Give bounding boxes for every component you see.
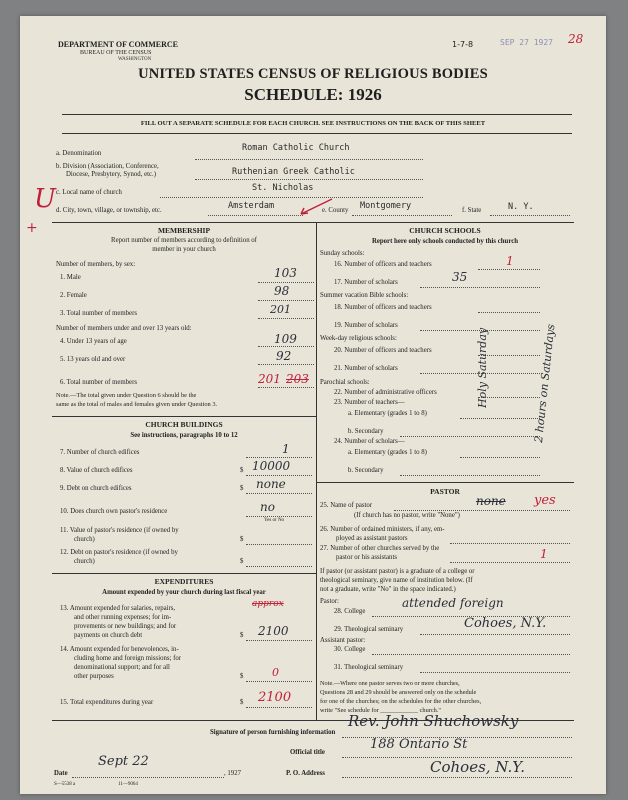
rule-before-pastor (316, 482, 574, 483)
pastor-note-2: Questions 28 and 29 should be answered only on the schedule (320, 689, 477, 696)
q6-label: 6. Total number of members (60, 379, 137, 386)
q15-line (246, 707, 312, 708)
q14-dollar: $ (240, 673, 244, 680)
q1-line (258, 282, 314, 283)
q16-label: 16. Number of officers and teachers (334, 261, 432, 268)
local-name-value: St. Nicholas (252, 183, 314, 193)
bureau-name: BUREAU OF THE CENSUS (80, 50, 152, 56)
q14-label-2: cluding home and foreign missions; for (74, 655, 182, 662)
q15-label: 15. Total expenditures during year (60, 699, 154, 706)
q16-line (478, 269, 540, 270)
members-by-sex-label: Number of members, by sex: (56, 261, 136, 268)
buildings-heading: CHURCH BUILDINGS (145, 420, 223, 429)
q8-dollar: $ (240, 467, 244, 474)
parochial-schools-label: Parochial schools: (320, 379, 370, 386)
rule-before-expenditures (52, 573, 316, 574)
q29-line (420, 634, 570, 635)
q11-label-1: 11. Value of pastor's residence (if owned by (60, 527, 179, 534)
schools-heading: CHURCH SCHOOLS (409, 226, 481, 235)
q9-label: 9. Debt on church edifices (60, 485, 132, 492)
membership-intro-1: Report number of members according to definition of (111, 237, 257, 244)
q7-value: 1 (282, 442, 290, 456)
pastor-heading: PASTOR (430, 487, 460, 496)
q6-line (258, 387, 314, 388)
denomination-value: Roman Catholic Church (242, 143, 350, 153)
po-address-value: Cohoes, N.Y. (430, 758, 525, 776)
buildings-intro: See instructions, paragraphs 10 to 12 (130, 432, 238, 439)
q12-line (246, 566, 312, 567)
q3-label: 3. Total number of members (60, 310, 137, 317)
q18-line (478, 312, 540, 313)
official-title-label: Official title (290, 749, 325, 756)
q30-line (372, 654, 570, 655)
q27-line (450, 562, 570, 563)
q5-line (258, 364, 314, 365)
q25-value: yes (534, 493, 556, 508)
q24b-label: b. Secondary (348, 467, 384, 474)
form-title: UNITED STATES CENSUS OF RELIGIOUS BODIES (138, 66, 488, 82)
membership-note-1: Note.—The total given under Question 6 should be the (56, 392, 197, 399)
q29-label: 29. Theological seminary (334, 626, 404, 633)
margin-plus-mark: + (26, 220, 38, 236)
q13-label-4: payments on church debt (74, 632, 143, 639)
date-line (72, 777, 224, 778)
margin-check-mark: U (34, 184, 56, 214)
q10-label: 10. Does church own pastor's residence (60, 508, 168, 515)
q14-label-1: 14. Amount expended for benevolences, in- (60, 646, 179, 653)
q4-value: 109 (274, 332, 297, 346)
q13-value: 2100 (258, 624, 289, 638)
po-address-label: P. O. Address (286, 770, 325, 777)
city-label: d. City, town, village, or township, etc. (56, 207, 162, 214)
date-year: , 1927 (224, 770, 241, 777)
division-value: Ruthenian Greek Catholic (232, 167, 355, 177)
q21-label: 21. Number of scholars (334, 365, 398, 372)
q11-label-2: church) (74, 536, 95, 543)
census-form-sheet (20, 16, 606, 794)
q29-value: Cohoes, N.Y. (464, 616, 547, 631)
q24-label: 24. Number of scholars— (334, 438, 405, 445)
q25-struck-value: none (476, 494, 506, 508)
q14-label-4: other purposes (74, 673, 114, 680)
q17-line (420, 287, 540, 288)
summer-schools-label: Summer vacation Bible schools: (320, 292, 409, 299)
q14-label-3: denominational support; and for all (74, 664, 170, 671)
local-name-line (160, 197, 423, 198)
expenditures-intro: Amount expended by your church during last fiscal year (102, 589, 266, 596)
schedule-title: SCHEDULE: 1926 (244, 85, 382, 104)
q18-label: 18. Number of officers and teachers (334, 304, 432, 311)
q30-label: 30. College (334, 646, 366, 653)
q12-label-1: 12. Debt on pastor's residence (if owned by (60, 549, 178, 556)
q8-label: 8. Value of church edifices (60, 467, 133, 474)
q13-struck-value: approx (252, 599, 284, 609)
q24a-label: a. Elementary (grades 1 to 8) (348, 449, 427, 456)
q27-value: 1 (540, 547, 548, 561)
q23b-label: b. Secondary (348, 428, 384, 435)
q12-dollar: $ (240, 558, 244, 565)
q31-line (420, 672, 570, 673)
q14-line (246, 681, 312, 682)
q2-value: 98 (274, 284, 290, 298)
city-line (208, 215, 303, 216)
q26-label-2: ployed as assistant pastors (336, 535, 408, 542)
instruction-line: FILL OUT A SEPARATE SCHEDULE FOR EACH CHURCH. SEE INSTRUCTIONS ON THE BACK OF THIS SHEET (140, 120, 486, 127)
members-by-age-label: Number of members under and over 13 years old: (56, 325, 192, 332)
membership-note-2: same as the total of males and females given under Question 3. (56, 401, 218, 408)
q17-label: 17. Number of scholars (334, 279, 398, 286)
q3-value: 201 (270, 303, 291, 316)
q8-line (246, 475, 312, 476)
q13-label-1: 13. Amount expended for salaries, repairs, (60, 605, 176, 612)
q1-value: 103 (274, 266, 297, 280)
state-label: f. State (462, 207, 482, 214)
q5-value: 92 (276, 349, 292, 363)
q7-line (246, 457, 312, 458)
q8-value: 10000 (252, 459, 291, 473)
q13-dollar: $ (240, 632, 244, 639)
q4-line (258, 346, 314, 347)
pastor-note-4: write "See schedule for ____________ church." (320, 707, 441, 714)
q22-label: 22. Number of administrative officers (334, 389, 437, 396)
state-line (490, 215, 570, 216)
q23a-line (460, 418, 540, 419)
yes-no-hint: Yes or No (264, 518, 285, 523)
graduate-note-1: If pastor (or assistant pastor) is a graduate of a college or (320, 568, 475, 575)
q20-label: 20. Number of officers and teachers (334, 347, 432, 354)
signature-value: Rev. John Shuchowsky (348, 712, 519, 730)
q23-label: 23. Number of teachers— (334, 399, 405, 406)
q6-struck-value: 203 (286, 372, 309, 386)
grid-center-divider (316, 222, 317, 720)
q14-value: 0 (272, 666, 279, 679)
department-name: DEPARTMENT OF COMMERCE (58, 40, 179, 49)
denomination-label: a. Denomination (56, 150, 102, 157)
q9-line (246, 493, 312, 494)
q4-label: 4. Under 13 years of age (60, 338, 127, 345)
q12-label-2: church) (74, 558, 95, 565)
q10-line (246, 516, 312, 517)
page-number: 28 (568, 32, 584, 46)
expenditures-heading: EXPENDITURES (154, 577, 214, 586)
form-code: 1-7-8 (452, 40, 474, 49)
header-rule-bottom (62, 133, 572, 134)
division-label-2: Diocese, Presbytery, Synod, etc.) (66, 171, 156, 178)
division-line (195, 179, 423, 180)
q28-label: 28. College (334, 608, 366, 615)
schools-side-note-1: Holy Saturday (476, 327, 489, 408)
q7-label: 7. Number of church edifices (60, 449, 140, 456)
q13-line (246, 640, 312, 641)
city-value: Amsterdam (228, 201, 275, 211)
header-rule-top (62, 114, 572, 115)
form-number: S—5538 a (54, 782, 76, 787)
q16-value: 1 (506, 254, 514, 268)
pastor-note-3: for one of the churches; on the schedules for the other churches, (320, 698, 482, 705)
q6-value: 201 (258, 372, 281, 386)
county-line (352, 215, 452, 216)
county-value: Montgomery (360, 201, 412, 211)
pastor-subheading: Pastor: (320, 598, 339, 605)
q27-label-2: pastor or his assistants (336, 554, 397, 561)
date-value: Sept 22 (98, 754, 149, 769)
q25-line (394, 510, 570, 511)
q11-line (246, 544, 312, 545)
q15-value: 2100 (258, 690, 292, 705)
q24a-line (460, 457, 540, 458)
q13-label-3: provements or new buildings; and for (74, 623, 177, 630)
q1-label: 1. Male (60, 274, 81, 281)
q28-value: attended foreign (402, 596, 504, 610)
q9-value: none (256, 477, 286, 491)
po-address-line (342, 777, 572, 778)
graduate-note-2: theological seminary, give name of institution below. (If (320, 577, 473, 584)
grid-top-rule (52, 222, 574, 223)
schools-intro: Report here only schools conducted by this church (371, 238, 519, 245)
signature-label: Signature of person furnishing information (210, 729, 336, 736)
q9-dollar: $ (240, 485, 244, 492)
state-value: N. Y. (508, 202, 534, 212)
membership-heading: MEMBERSHIP (157, 226, 211, 235)
q11-dollar: $ (240, 536, 244, 543)
q3-line (258, 318, 314, 319)
membership-intro-2: member in your church (152, 246, 216, 253)
division-label-1: b. Division (Association, Conference, (56, 163, 159, 170)
schools-side-note-2: 2 hours on Saturdays (532, 323, 558, 444)
q31-label: 31. Theological seminary (334, 664, 404, 671)
q23b-line (400, 436, 540, 437)
q19-label: 19. Number of scholars (334, 322, 398, 329)
q23a-label: a. Elementary (grades 1 to 8) (348, 410, 427, 417)
q25-label: 25. Name of pastor (320, 502, 373, 509)
weekday-schools-label: Week-day religious schools: (320, 335, 397, 342)
local-name-label: c. Local name of church (56, 189, 122, 196)
q25-hint: (If church has no pastor, write "None") (354, 512, 460, 519)
graduate-note-3: not a graduate, write "No" in the space indicated.) (320, 586, 456, 593)
rule-before-buildings (52, 416, 316, 417)
sunday-schools-label: Sunday schools: (320, 250, 365, 257)
received-stamp: SEP 27 1927 (500, 38, 553, 47)
q27-label-1: 27. Number of other churches served by the (320, 545, 440, 552)
q26-label-1: 26. Number of ordained ministers, if any, em- (320, 526, 445, 533)
bureau-city: WASHINGTON (118, 57, 152, 62)
date-label: Date (54, 770, 68, 777)
q17-value: 35 (452, 270, 468, 284)
q10-value: no (260, 500, 275, 514)
county-label: e. County (322, 207, 349, 214)
pastor-note-1: Note.—Where one pastor serves two or more churches, (320, 680, 460, 687)
q13-label-2: and other running expenses; for im- (74, 614, 172, 621)
q5-label: 5. 13 years old and over (60, 356, 126, 363)
q24b-line (400, 475, 540, 476)
assistant-pastor-subheading: Assistant pastor: (320, 637, 366, 644)
q2-line (258, 300, 314, 301)
q2-label: 2. Female (60, 292, 87, 299)
q15-dollar: $ (240, 699, 244, 706)
official-title-value: 188 Ontario St (370, 737, 468, 752)
denomination-line (195, 159, 423, 160)
print-code: 11—9064 (118, 782, 138, 787)
q26-line (450, 543, 570, 544)
